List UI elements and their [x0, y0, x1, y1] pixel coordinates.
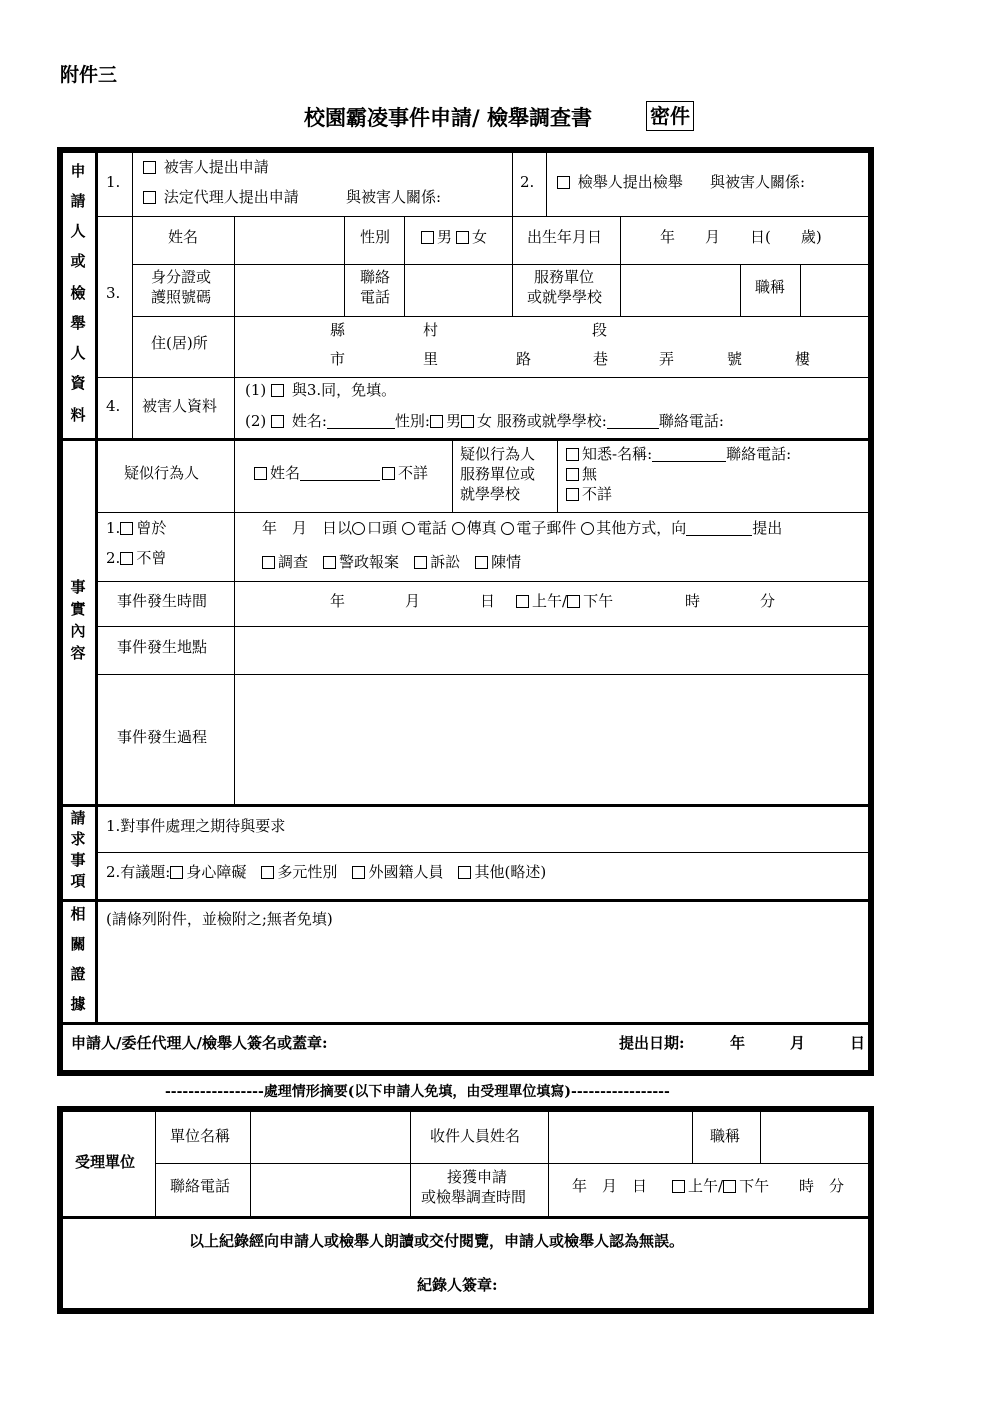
- checkbox[interactable]: [567, 595, 580, 608]
- secret-badge: 密件: [646, 101, 694, 131]
- checkbox[interactable]: [382, 467, 395, 480]
- attachment-label: 附件三: [60, 64, 118, 86]
- checkbox[interactable]: [557, 176, 570, 189]
- checkbox[interactable]: [475, 556, 488, 569]
- victim-same-option[interactable]: (1) 與3.同，免填。: [245, 381, 397, 399]
- processing-divider: -----------------處理情形摘要(以下申請人免填，由受理單位填寫)-----------------: [165, 1084, 670, 1100]
- once-method-line[interactable]: 年 月 日以 口頭 電話 傳真 電子郵件 其他方式，向 提出: [262, 519, 783, 537]
- checkbox[interactable]: [120, 552, 133, 565]
- confirmation-statement: 以上紀錄經向申請人或檢舉人朗讀或交付閱覽，申請人或檢舉人認為無誤。: [189, 1232, 685, 1250]
- checkbox[interactable]: [461, 415, 474, 428]
- checkbox[interactable]: [430, 415, 443, 428]
- gender-options[interactable]: 男 女: [421, 227, 487, 247]
- opt-victim[interactable]: 被害人提出申請: [143, 157, 269, 177]
- checkbox[interactable]: [723, 1180, 736, 1193]
- checkbox[interactable]: [672, 1180, 685, 1193]
- recorder-signature-label: 紀錄人簽章:: [417, 1276, 498, 1294]
- checkbox[interactable]: [271, 415, 284, 428]
- checkbox[interactable]: [170, 866, 183, 879]
- checkbox[interactable]: [323, 556, 336, 569]
- once-option-2[interactable]: 2. 不曾: [106, 549, 167, 567]
- received-ampm[interactable]: 上午/ 下午: [672, 1176, 769, 1196]
- radio[interactable]: [581, 522, 594, 535]
- issue-options[interactable]: 2.有議題: 身心障礙 多元性別 外國籍人員 其他(略述): [106, 863, 547, 881]
- opt-reporter[interactable]: 檢舉人提出檢舉: [557, 172, 683, 192]
- once-type-line[interactable]: 調查 警政報案 訴訟 陳情: [262, 552, 521, 572]
- checkbox[interactable]: [254, 467, 267, 480]
- radio[interactable]: [501, 522, 514, 535]
- opt-legal-rep[interactable]: 法定代理人提出申請: [143, 187, 299, 207]
- radio[interactable]: [402, 522, 415, 535]
- time-ampm[interactable]: 上午/ 下午: [516, 591, 613, 611]
- suspect-name-field[interactable]: 姓名 不詳: [254, 463, 428, 483]
- checkbox[interactable]: [352, 866, 365, 879]
- suspect-none-option[interactable]: 無: [566, 464, 597, 484]
- radio[interactable]: [352, 522, 365, 535]
- radio[interactable]: [452, 522, 465, 535]
- checkbox[interactable]: [262, 556, 275, 569]
- checkbox[interactable]: [120, 522, 133, 535]
- checkbox[interactable]: [271, 384, 284, 397]
- checkbox[interactable]: [566, 488, 579, 501]
- checkbox[interactable]: [143, 161, 156, 174]
- submit-date-value: 年 月 日: [730, 1034, 866, 1052]
- once-option-1[interactable]: 1. 曾於: [106, 519, 167, 537]
- checkbox[interactable]: [414, 556, 427, 569]
- checkbox[interactable]: [516, 595, 529, 608]
- checkbox[interactable]: [456, 231, 469, 244]
- submit-date-label: 提出日期:: [619, 1034, 685, 1052]
- checkbox[interactable]: [261, 866, 274, 879]
- checkbox[interactable]: [421, 231, 434, 244]
- suspect-known-option[interactable]: 知悉-名稱: 聯絡電話:: [566, 444, 791, 464]
- suspect-unknown-option[interactable]: 不詳: [566, 484, 612, 504]
- checkbox[interactable]: [566, 468, 579, 481]
- checkbox[interactable]: [143, 191, 156, 204]
- victim-detail-line[interactable]: (2) 姓名: 性別: 男 女 服務或就學學校: 聯絡電話:: [245, 412, 724, 430]
- receiver-label: 受理單位: [75, 1153, 136, 1171]
- signature-label: 申請人/委任代理人/檢舉人簽名或蓋章:: [71, 1034, 328, 1052]
- checkbox[interactable]: [458, 866, 471, 879]
- form-title: 校園霸凌事件申請/ 檢舉調查書: [304, 105, 592, 130]
- checkbox[interactable]: [566, 448, 579, 461]
- birth-value: 年 月 日( 歲): [660, 228, 822, 246]
